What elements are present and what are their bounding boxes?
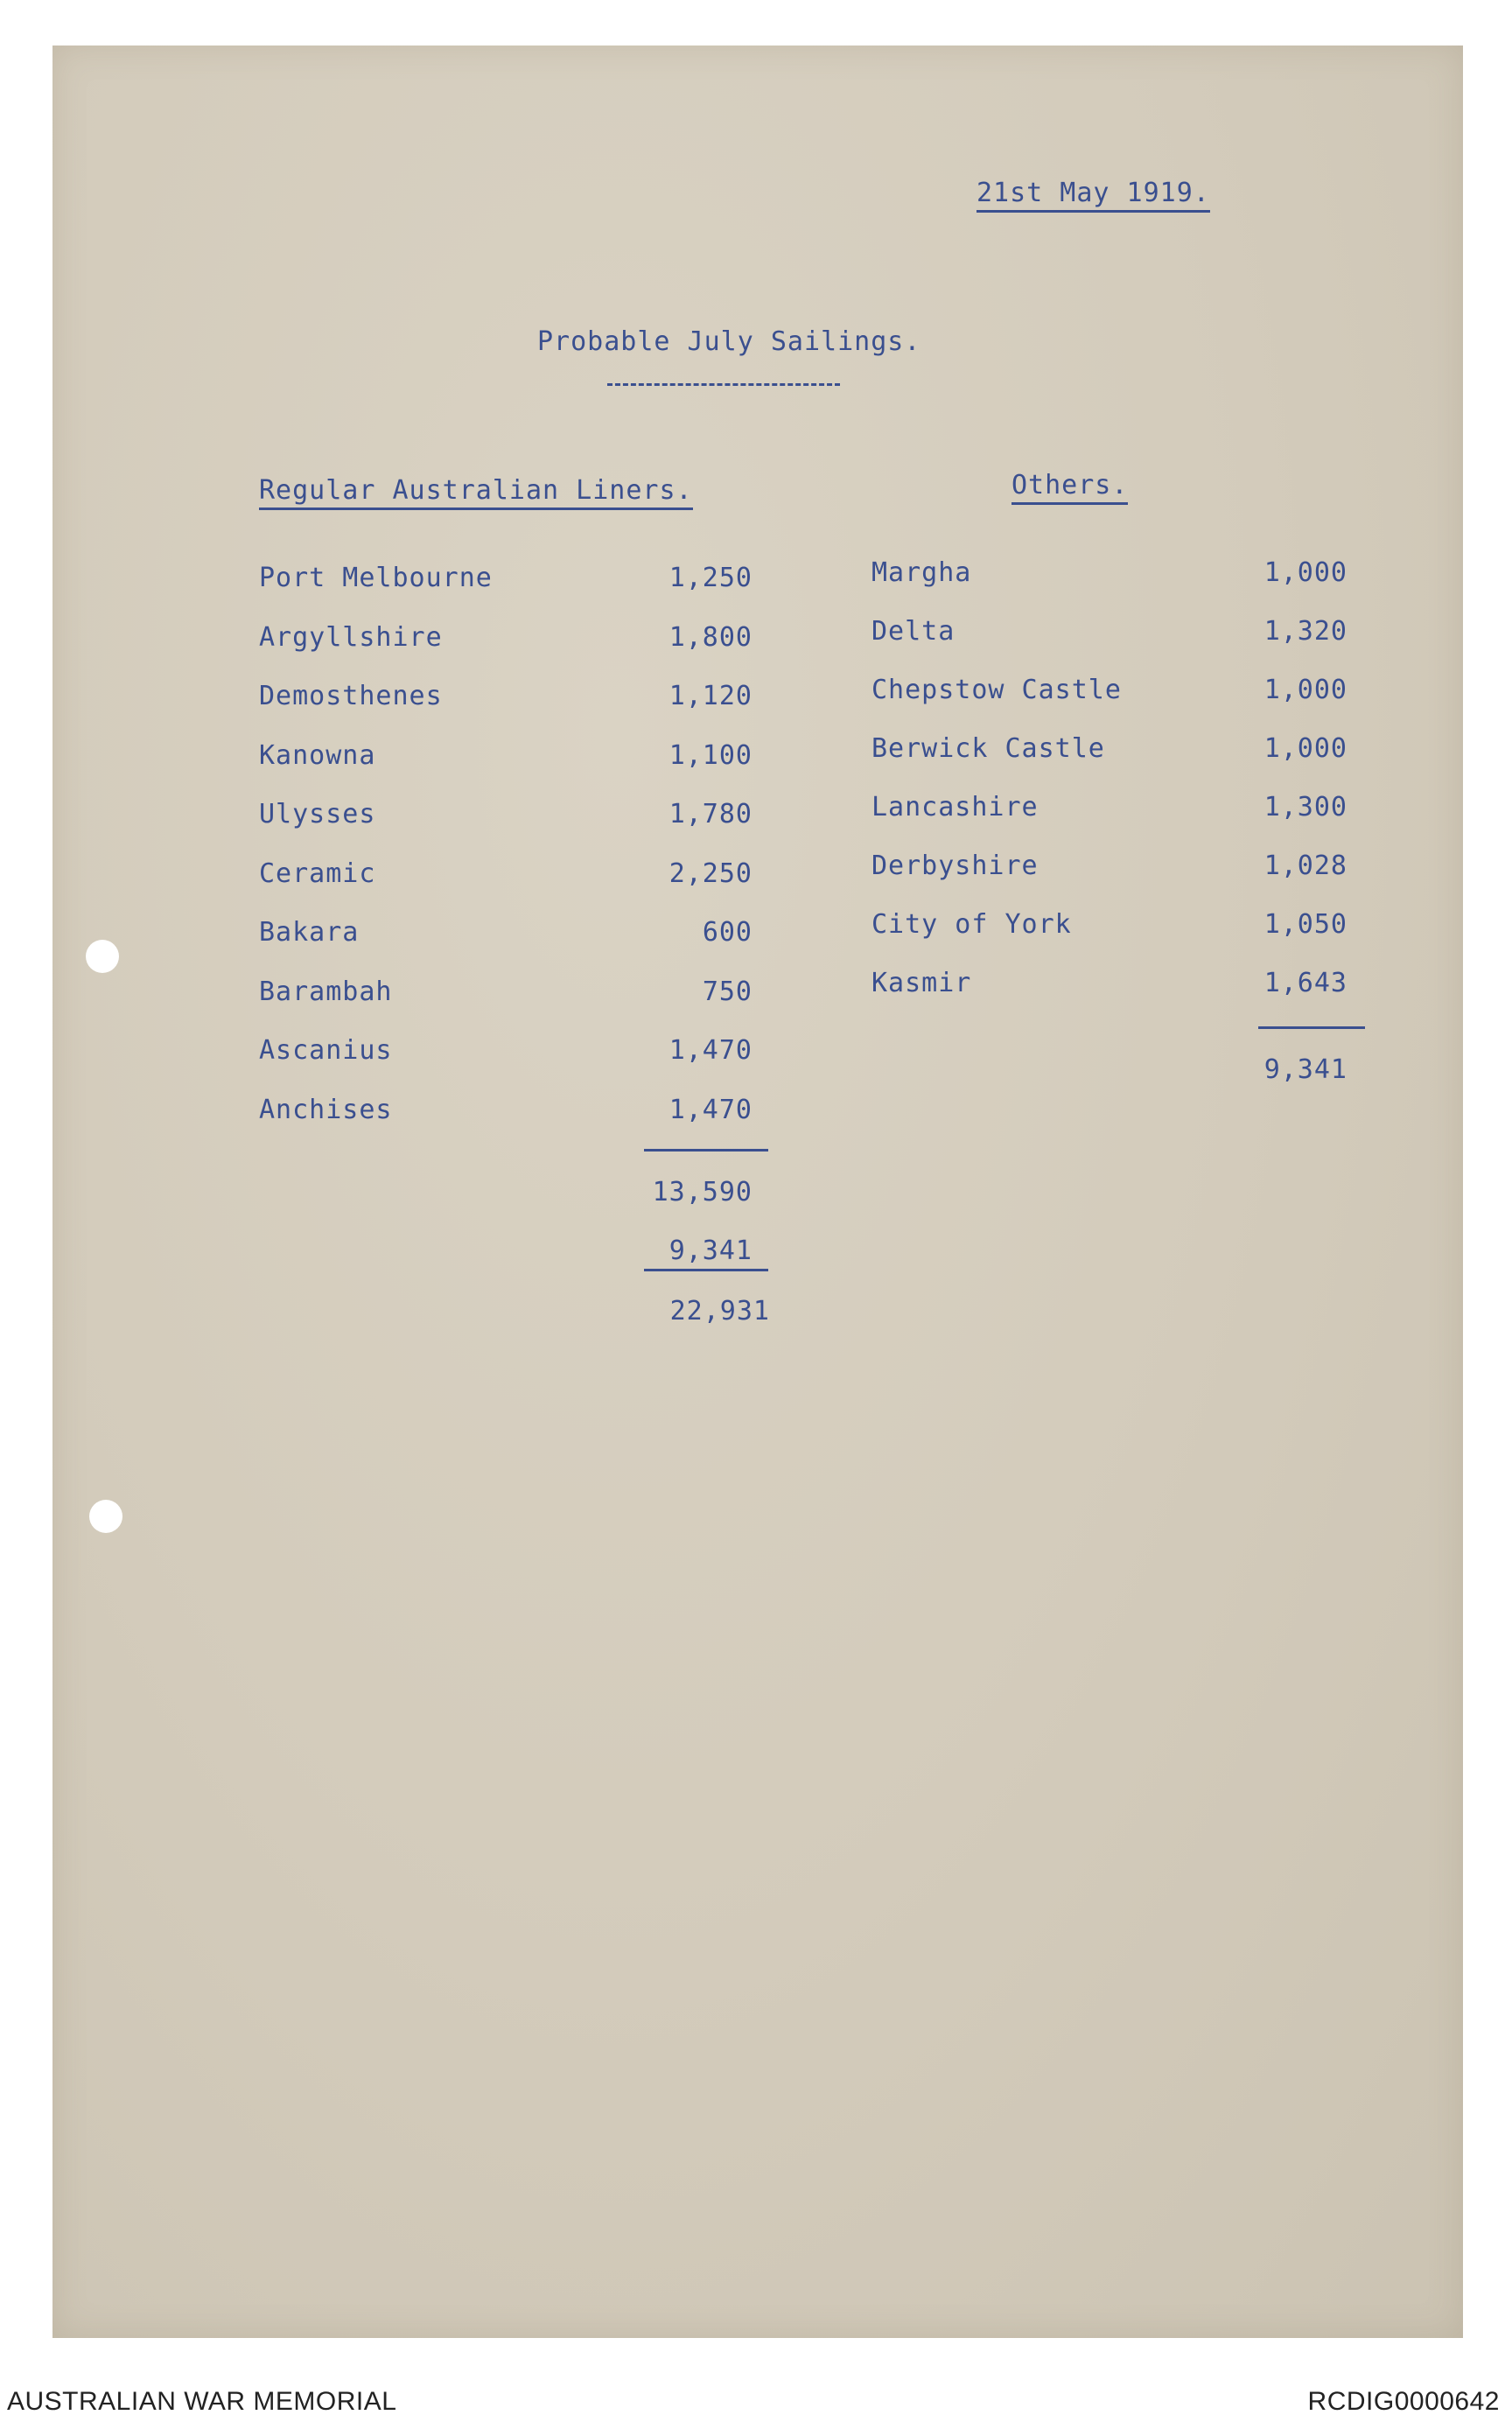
ship-count: 1,300 [1264, 792, 1348, 822]
ship-count: 1,780 [668, 799, 752, 830]
ship-count: 1,120 [668, 681, 752, 711]
ship-name: Port Melbourne [259, 563, 493, 593]
ship-count: 600 [702, 917, 752, 948]
right-total: 9,341 [1264, 1054, 1348, 1085]
title-dash-rule [607, 383, 840, 386]
ship-count: 1,028 [1264, 850, 1348, 881]
ship-name: City of York [872, 909, 1072, 940]
grand-total-rule [644, 1269, 768, 1271]
ship-name: Ulysses [259, 799, 376, 830]
ship-count: 1,470 [668, 1035, 752, 1066]
ship-name: Margha [872, 557, 972, 588]
ship-name: Berwick Castle [872, 733, 1105, 764]
grand-total: 22,931 [669, 1296, 770, 1326]
ship-count: 1,470 [668, 1094, 752, 1125]
punch-hole-bottom [89, 1500, 122, 1533]
document-title: Probable July Sailings. [537, 326, 921, 357]
ship-count: 1,000 [1264, 733, 1348, 764]
ship-name: Lancashire [872, 792, 1039, 822]
ship-count: 1,320 [1264, 616, 1348, 647]
left-column-heading: Regular Australian Liners. [259, 478, 693, 510]
ship-name: Ceramic [259, 858, 376, 889]
footer-institution: AUSTRALIAN WAR MEMORIAL [7, 2387, 397, 2416]
ship-count: 1,800 [668, 621, 752, 653]
ship-count: 1,250 [668, 563, 752, 593]
carried-total: 9,341 [668, 1236, 752, 1266]
document-sheet [52, 46, 1463, 2338]
ship-count: 1,100 [668, 739, 752, 771]
ship-name: Bakara [259, 917, 360, 948]
ship-name: Ascanius [259, 1035, 393, 1066]
ship-name: Demosthenes [259, 681, 443, 711]
ship-name: Chepstow Castle [872, 675, 1122, 705]
ship-count: 1,050 [1264, 909, 1348, 940]
ship-count: 2,250 [668, 858, 752, 889]
ship-name: Kasmir [872, 968, 972, 998]
ship-name: Derbyshire [872, 850, 1039, 881]
ship-count: 750 [702, 976, 752, 1007]
right-total-rule [1258, 1026, 1365, 1029]
left-subtotal: 13,590 [652, 1177, 752, 1208]
right-column-heading: Others. [1012, 472, 1128, 505]
ship-count: 1,000 [1264, 675, 1348, 705]
ship-count: 1,000 [1264, 557, 1348, 588]
document-date: 21st May 1919. [976, 180, 1210, 213]
ship-name: Anchises [259, 1094, 393, 1125]
ship-name: Kanowna [259, 739, 376, 771]
footer-record-id: RCDIG0000642 [1307, 2387, 1500, 2416]
ship-name: Argyllshire [259, 621, 443, 653]
left-total-rule [644, 1149, 768, 1152]
ship-count: 1,643 [1264, 968, 1348, 998]
punch-hole-top [86, 940, 119, 973]
ship-name: Barambah [259, 976, 393, 1007]
ship-name: Delta [872, 616, 956, 647]
